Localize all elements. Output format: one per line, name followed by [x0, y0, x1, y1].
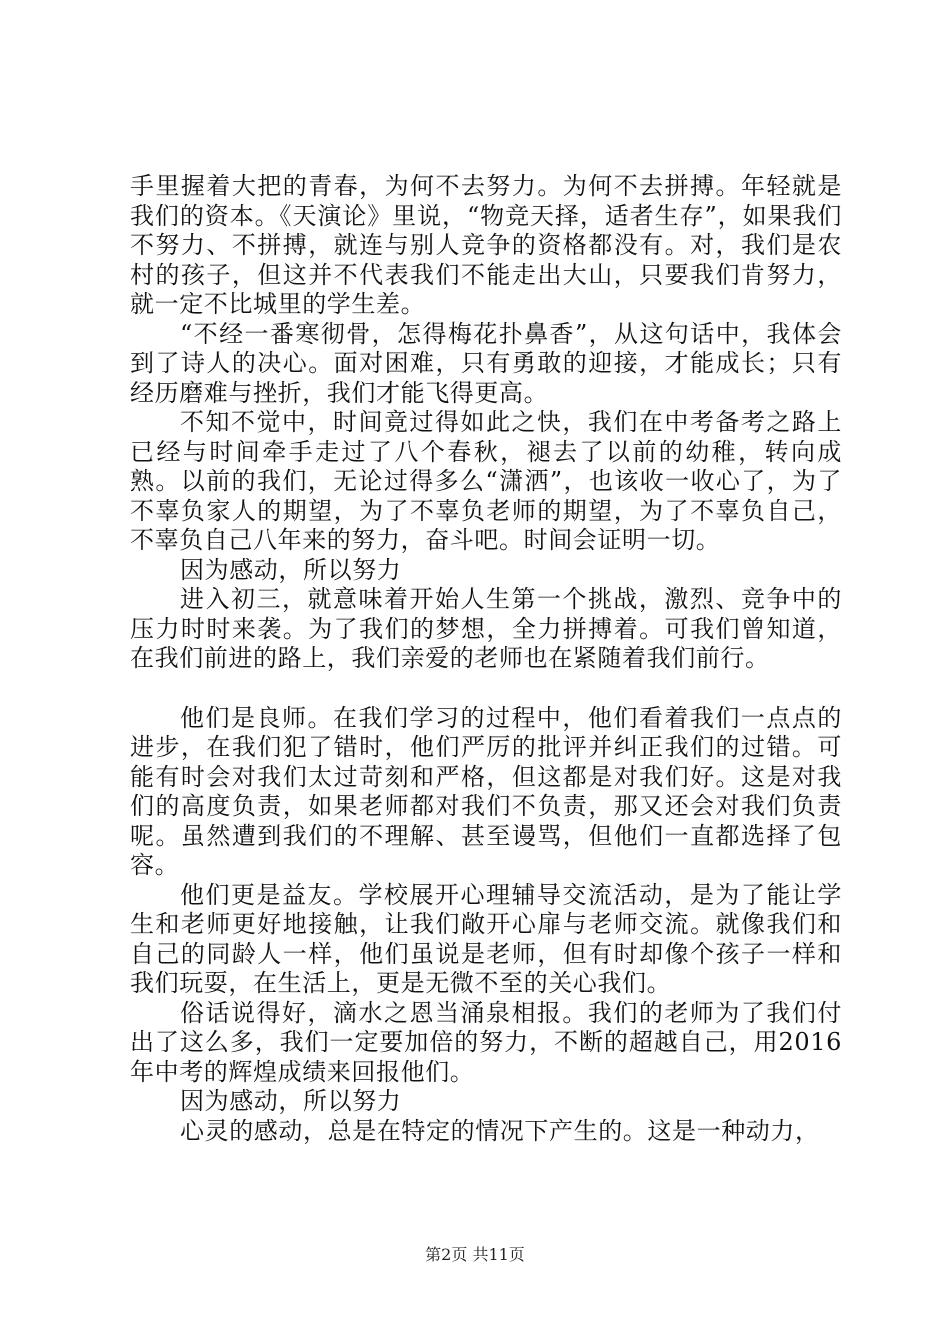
document-body [130, 172, 842, 1146]
paragraph: 进入初三，就意味着开始人生第一个挑战，激烈、竞争中的压力时时来袭。为了我们的梦想，全力拼搏着。可我们曾知道，在我们前进的路上，我们亲爱的老师也在紧随着我们前行。 [130, 585, 842, 672]
paragraph-gap [130, 674, 842, 704]
paragraph: 心灵的感动，总是在特定的情况下产生的。这是一种动力， [180, 1116, 820, 1145]
paragraph: “不经一番寒彻骨，怎得梅花扑鼻香”，从这句话中，我体会到了诗人的决心。面对困难，只有勇敢的迎接，才能成长；只有经历磨难与挫折，我们才能飞得更高。 [130, 319, 842, 407]
paragraph: 他们更是益友。学校展开心理辅导交流活动，是为了能让学生和老师更好地接触，让我们敞开心扉与老师交流。就像我们和自己的同龄人一样，他们虽说是老师，但有时却像个孩子一样和我们玩耍，在生活上，更是无微不至的关心我们。 [130, 880, 842, 997]
paragraph: 他们是良师。在我们学习的过程中，他们看着我们一点点的进步，在我们犯了错时，他们严厉的批评并纠正我们的过错。可能有时会对我们太过苛刻和严格，但这都是对我们好。这是对我们的高度负责，如果老师都对我们不负责，那又还会对我们负责呢。虽然遭到我们的不理解、甚至谩骂，但他们一直都选择了包容。 [130, 703, 842, 879]
section-heading: 因为感动，所以努力 [180, 1087, 402, 1115]
paragraph: 手里握着大把的青春，为何不去努力。为何不去拼搏。年轻就是我们的资本。《天演论》里说，“物竞天择，适者生存”，如果我们不努力、不拼搏，就连与别人竞争的资格都没有。对，我们是农村的孩子，但这并不代表我们不能走出大山，只要我们肯努力，就一定不比城里的学生差。 [130, 172, 842, 318]
section-heading: 因为感动，所以努力 [180, 555, 402, 584]
paragraph: 不知不觉中，时间竟过得如此之快，我们在中考备考之路上已经与时间牵手走过了八个春秋，褪去了以前的幼稚，转向成熟。以前的我们，无论过得多么“潇洒”，也该收一收心了，为了不辜负家人的期望，为了不辜负老师的期望，为了不辜负自己，不辜负自己八年来的努力，奋斗吧。时间会证明一切。 [130, 408, 842, 554]
page-number-footer: 第2页 共11页 [425, 1245, 525, 1264]
paragraph: 俗话说得好，滴水之恩当涌泉相报。我们的老师为了我们付出了这么多，我们一定要加倍的努力，不断的超越自己，用2016年中考的辉煌成绩来回报他们。 [130, 998, 842, 1086]
